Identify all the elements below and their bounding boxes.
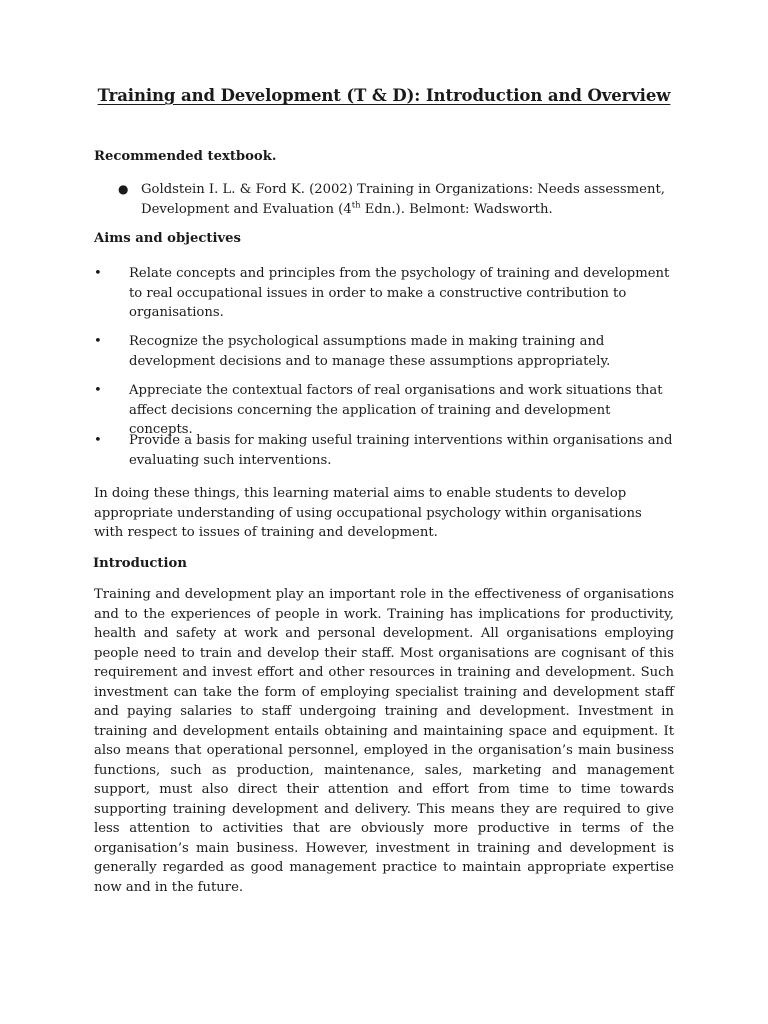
summary-paragraph: In doing these things, this learning material aims to enable students to develop appropriate understanding of using occupational psychology within organisations with respect to issues of training and development.: [94, 486, 642, 540]
aim-text: Relate concepts and principles from the psychology of training and development to real occupational issues in order to make a constructive contribution to organisations.: [129, 266, 670, 320]
aim-text: Appreciate the contextual factors of real organisations and work situations that affect decisions concerning the application of training and development concepts.: [129, 383, 663, 437]
aim-item: [94, 332, 674, 371]
aims-heading: Aims and objectives: [94, 231, 241, 246]
bullet-icon: •: [94, 334, 102, 349]
aim-text: Recognize the psychological assumptions made in making training and development decisions and to manage these assumptions appropriately.: [129, 334, 611, 369]
bullet-icon: •: [94, 433, 102, 448]
bullet-icon: •: [94, 383, 102, 398]
page-title: Training and Development (T & D): Introduction and Overview: [97, 86, 671, 105]
citation-main: Goldstein I. L. & Ford K. (2002) Training in Organizations: Needs assessment, Development and Evaluation (4: [141, 182, 665, 217]
citation-tail: Edn.). Belmont: Wadsworth.: [360, 201, 553, 217]
aim-item: [94, 264, 674, 323]
bullet-icon: •: [94, 266, 102, 281]
textbook-reference: [118, 180, 678, 219]
introduction-heading: Introduction: [93, 556, 187, 571]
introduction-paragraph: Training and development play an important role in the effectiveness of organisations and to the experiences of people in work. Training has implications for productivity, health and safety at work and personal development. All organisations employing people need to train and develop their staff. Most organisations are cognisant of this requirement and invest effort and other resources in training and development. Such investment can take the form of employing specialist training and development staff and paying salaries to staff undergoing training and development. Investment in training and development entails obtaining and maintaining space and equipment. It also means that operational personnel, employed in the organisation’s main business functions, such as production, maintenance, sales, marketing and management support, must also direct their attention and effort from time to time towards supporting training development and delivery. This means they are required to give less attention to activities that are obviously more productive in terms of the organisation’s main business. However, investment in training and development is generally regarded as good management practice to maintain appropriate expertise now and in the future.: [94, 587, 674, 895]
aim-text: Provide a basis for making useful training interventions within organisations and evaluating such interventions.: [129, 433, 673, 468]
textbook-heading: Recommended textbook.: [94, 149, 277, 164]
bullet-icon: ●: [118, 182, 129, 196]
citation-superscript: th: [351, 200, 361, 211]
textbook-citation: [141, 180, 678, 219]
aim-item: [94, 431, 674, 470]
